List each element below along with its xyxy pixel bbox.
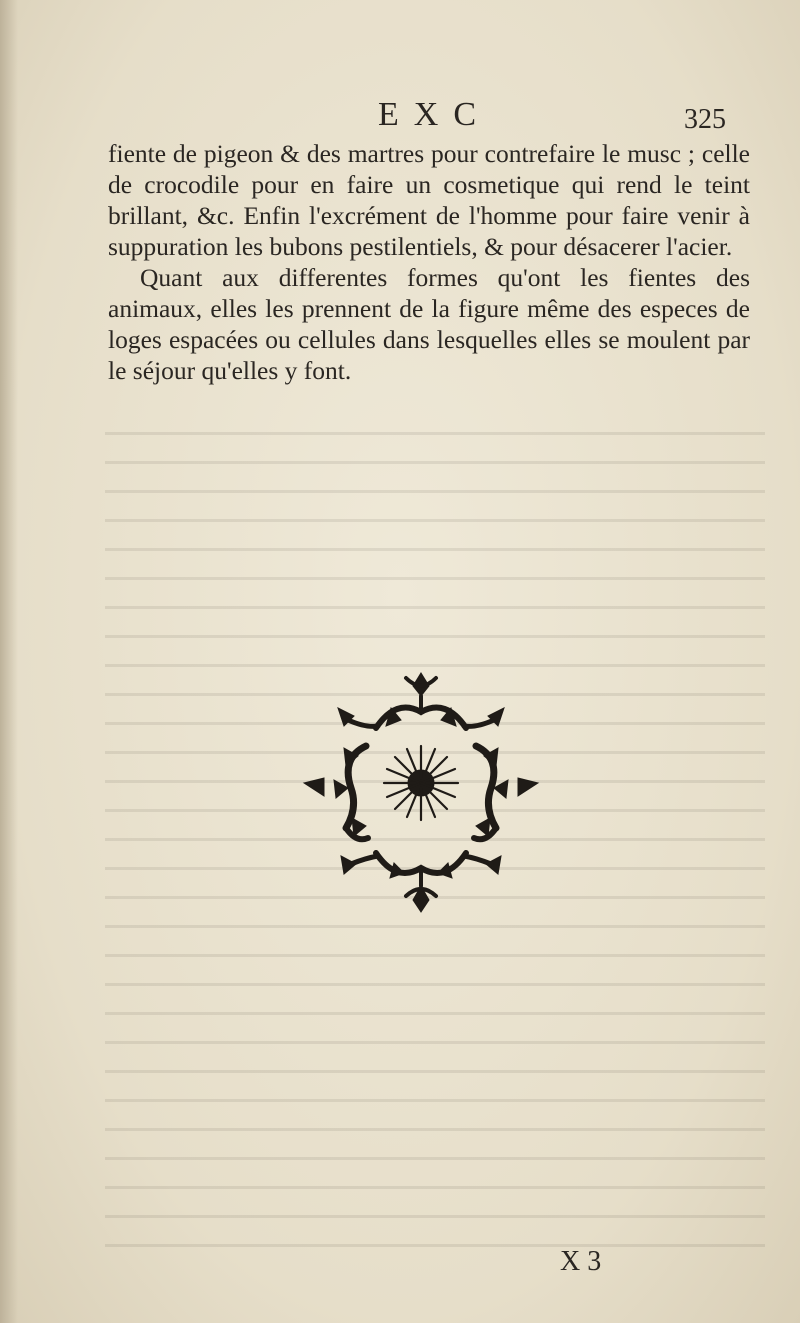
paragraph-1: fiente de pigeon & des martres pour contrefaire le musc ; celle de crocodile pour en faire un cosmetique qui rend le teint brillant, &c. Enfin l'excrément de l'homme pour faire venir à suppuration les bubons pestilentiels, & pour désacerer l'acier.	[108, 139, 750, 261]
page-number: 325	[684, 104, 726, 135]
signature-mark: X 3	[560, 1246, 602, 1277]
running-head: EXC	[378, 96, 491, 133]
page-spine-shadow	[0, 0, 18, 1323]
paragraph-2: Quant aux differentes formes qu'ont les fientes des animaux, elles les prennent de la figure même des especes de loges espacées ou cellules dans lesquelles elles se moulent par le séjour qu'elles y font.	[108, 263, 750, 385]
body-text	[108, 138, 750, 386]
fleuron-ornament-icon	[296, 668, 546, 918]
